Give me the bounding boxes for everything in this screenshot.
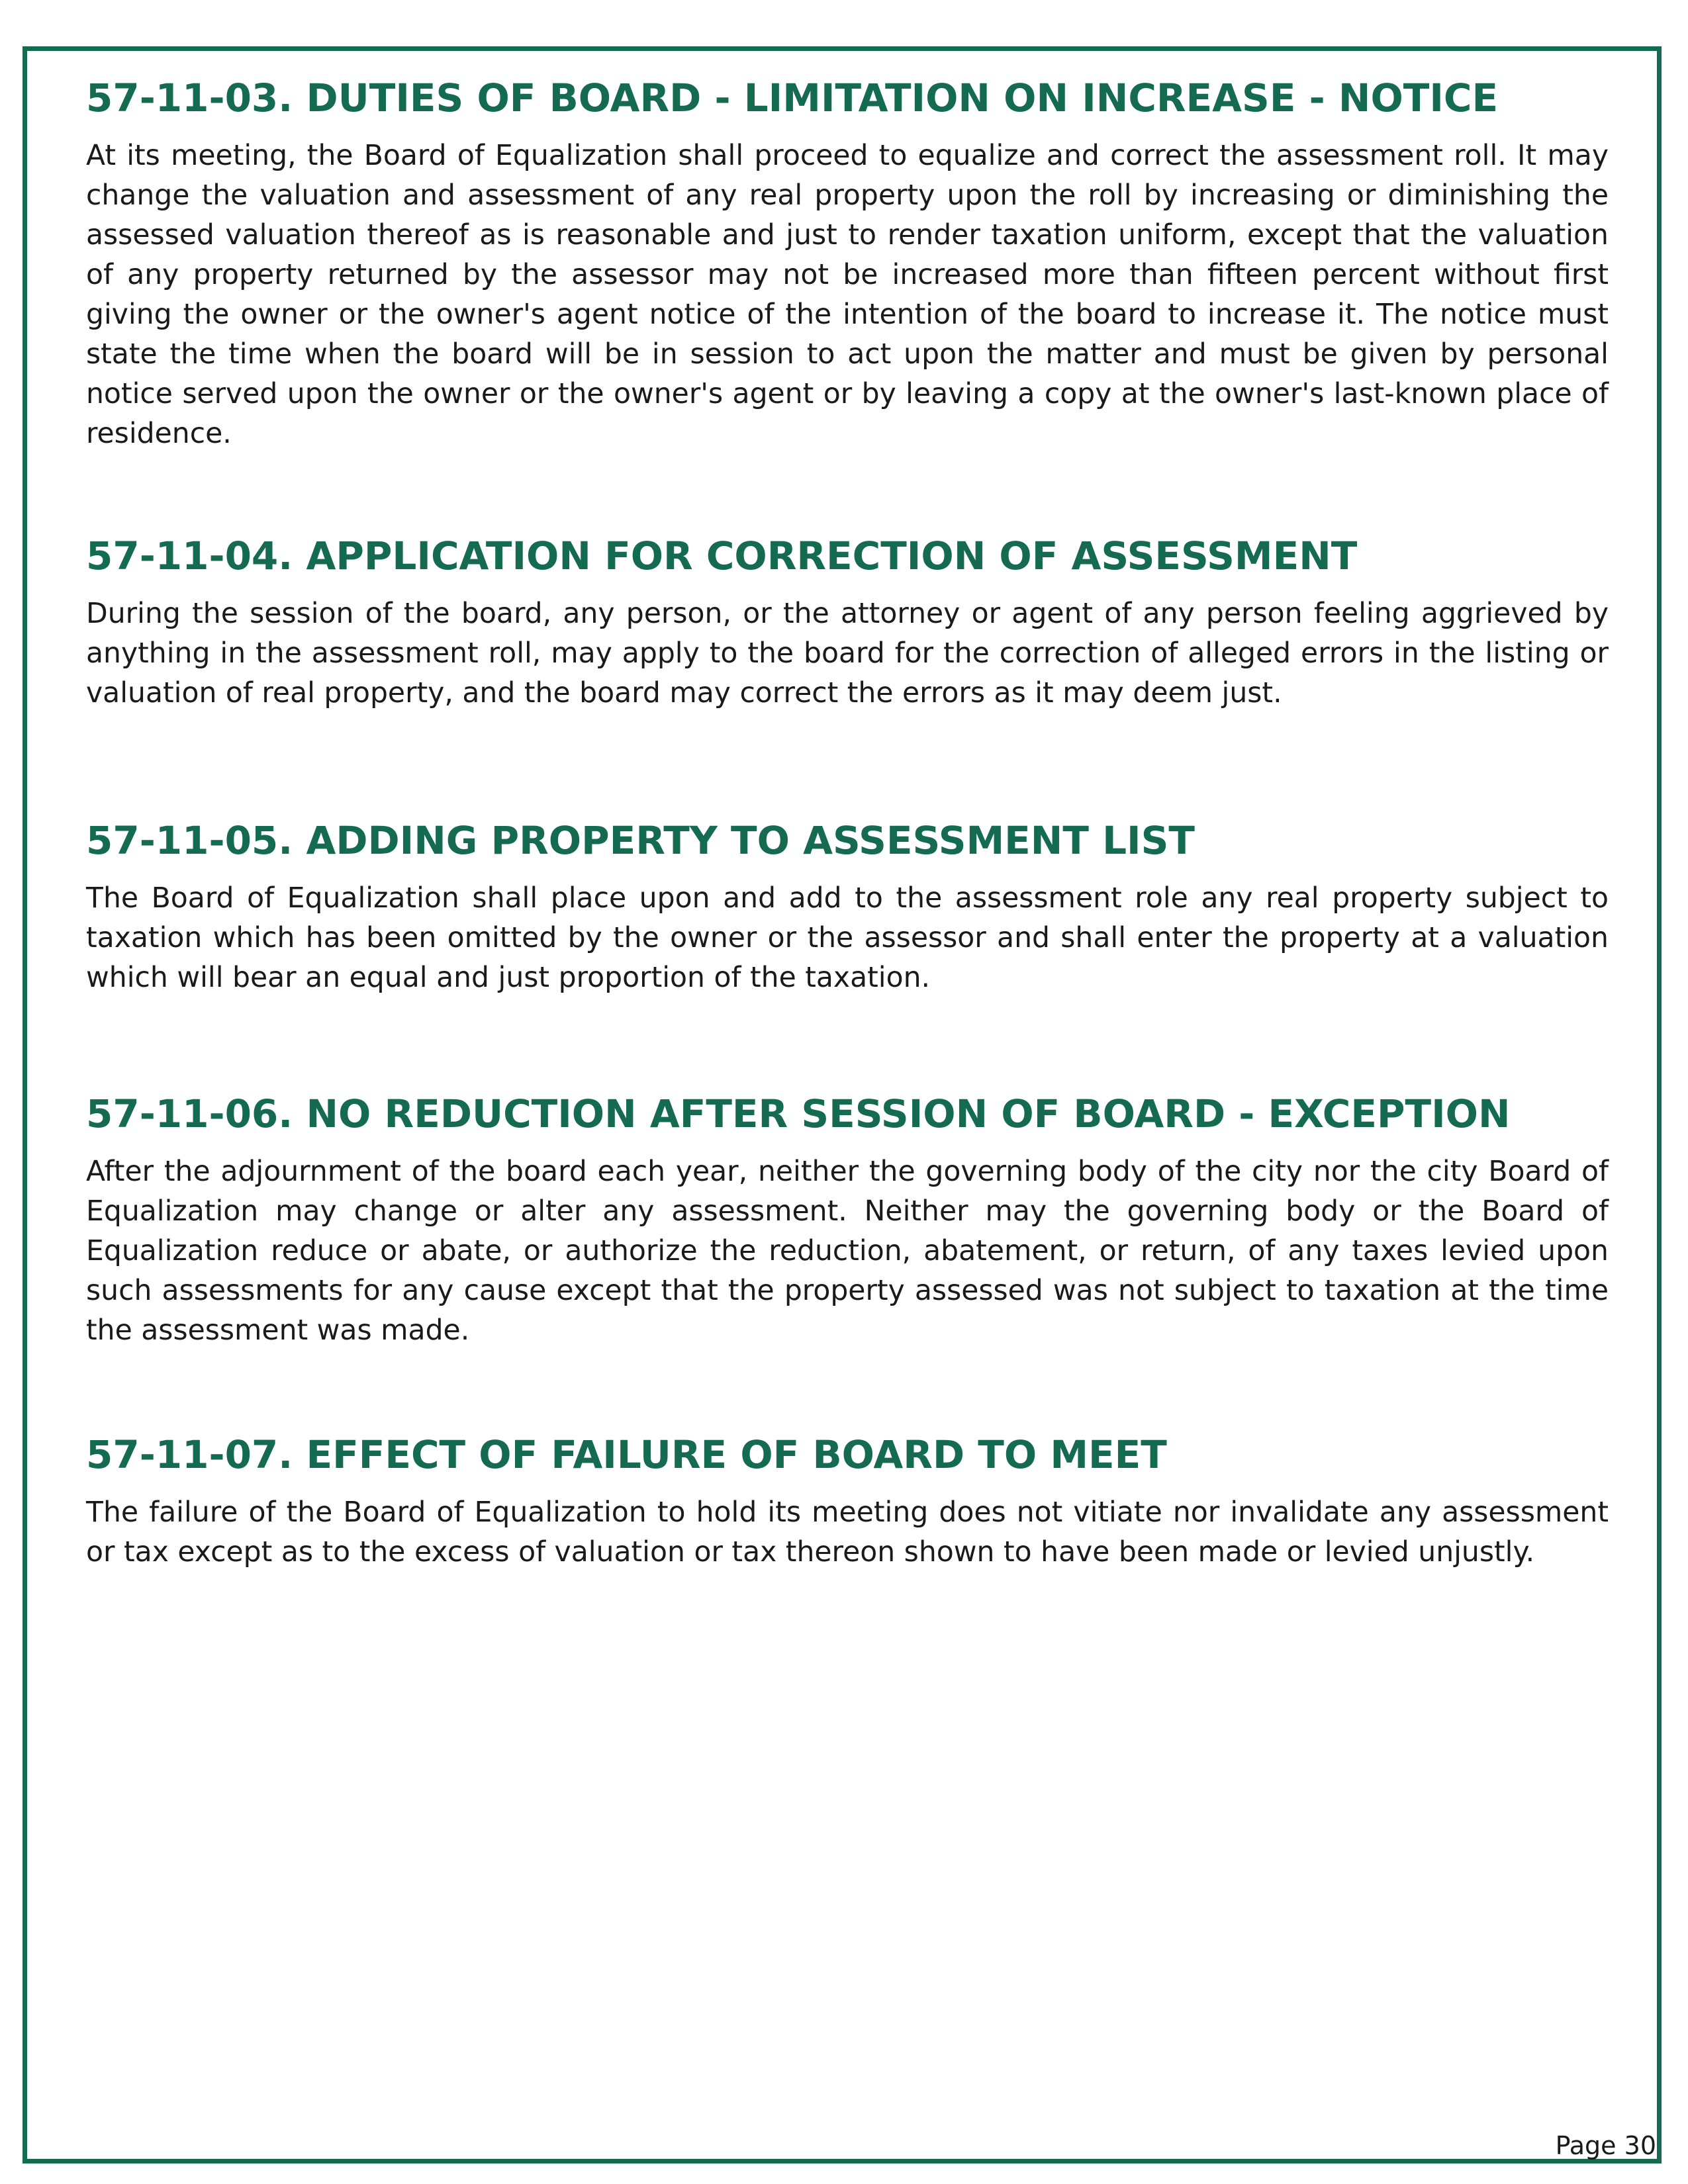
section-heading: 57-11-03. DUTIES OF BOARD - LIMITATION ON INCREASE - NOTICE	[86, 75, 1499, 120]
section-57-11-06	[86, 1087, 1609, 1351]
section-body: The failure of the Board of Equalization to hold its meeting does not vitiate nor invalidate any assessment or tax except as to the excess of valuation or tax thereon shown to have been made or levied unjustly.	[86, 1496, 1609, 1569]
section-body: After the adjournment of the board each year, neither the governing body of the city nor the city Board of Equalization may change or alter any assessment. Neither may the governing body or the Board of Equalization reduce or abate, or authorize the reduction, abatement, or return, of any taxes levied upon such assessments for any cause except that the property assessed was not subject to taxation at the time the assessment was made.	[86, 1156, 1609, 1347]
section-57-11-05	[86, 814, 1609, 998]
section-57-11-07	[86, 1428, 1609, 1572]
section-body: The Board of Equalization shall place upon and add to the assessment role any real property subject to taxation which has been omitted by the owner or the assessor and shall enter the property at a valuation which will bear an equal and just proportion of the taxation.	[86, 882, 1609, 994]
section-heading: 57-11-04. APPLICATION FOR CORRECTION OF ASSESSMENT	[86, 533, 1358, 578]
section-heading: 57-11-05. ADDING PROPERTY TO ASSESSMENT LIST	[86, 818, 1195, 863]
section-57-11-04	[86, 529, 1609, 713]
page-number: Page 30	[1555, 2131, 1656, 2160]
section-heading: 57-11-06. NO REDUCTION AFTER SESSION OF BOARD - EXCEPTION	[86, 1091, 1511, 1136]
section-body: During the session of the board, any person, or the attorney or agent of any person feeling aggrieved by anything in the assessment roll, may apply to the board for the correction of alleged errors in the listing or valuation of real property, and the board may correct the errors as it may deem just.	[86, 598, 1609, 709]
section-heading: 57-11-07. EFFECT OF FAILURE OF BOARD TO MEET	[86, 1432, 1167, 1477]
section-body: At its meeting, the Board of Equalization shall proceed to equalize and correct the assessment roll. It may change the valuation and assessment of any real property upon the roll by increasing or diminishing the assessed valuation thereof as is reasonable and just to render taxation uniform, except that the valuation of any property returned by the assessor may not be increased more than fifteen percent without first giving the owner or the owner's agent notice of the intention of the board to increase it. The notice must state the time when the board will be in session to act upon the matter and must be given by personal notice served upon the owner or the owner's agent or by leaving a copy at the owner's last-known place of residence.	[86, 140, 1609, 450]
section-57-11-03	[86, 71, 1609, 454]
